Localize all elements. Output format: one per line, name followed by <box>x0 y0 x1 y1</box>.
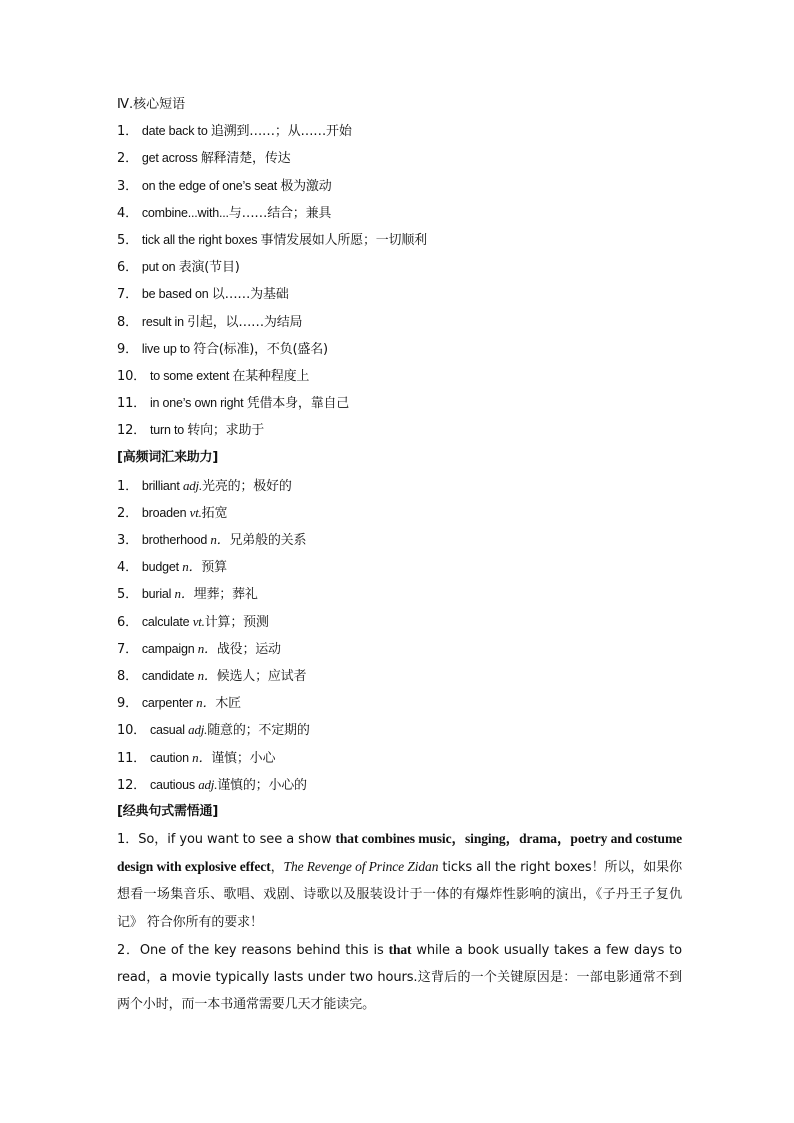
vocab-meaning: 光亮的；极好的 <box>202 478 292 494</box>
list-item <box>117 390 682 417</box>
item-number: 1． <box>117 478 138 494</box>
phrase-term: on the edge of one’s seat <box>141 178 281 193</box>
phrase-meaning: 在某种程度上 <box>232 368 310 384</box>
phrase-term: in one’s own right <box>149 396 247 411</box>
vocab-meaning: 谨慎；小心 <box>211 750 276 766</box>
list-item <box>117 363 682 390</box>
item-number: 10． <box>117 368 146 384</box>
vocab-list <box>117 472 682 798</box>
list-item <box>117 499 682 526</box>
list-item <box>117 744 682 771</box>
vocab-meaning: 木匠 <box>215 696 241 712</box>
list-item <box>117 580 682 607</box>
vocab-meaning: 拓宽 <box>201 505 228 521</box>
phrase-meaning: 与……结合；兼具 <box>228 205 332 221</box>
sentence-text: ， <box>270 860 284 876</box>
list-item <box>117 689 682 716</box>
part-of-speech: vt. <box>189 504 202 520</box>
part-of-speech: n． <box>196 695 216 711</box>
sentence-text: ticks all the right boxes！所以，如果你想看一场集音乐、歌唱、戏剧、诗歌以及服装设计于一体的有爆炸性影响的演出，《子丹王子复仇记》 符合你所有的要求！ <box>117 860 682 930</box>
item-number: 12． <box>117 777 146 793</box>
item-number: 4． <box>117 560 138 576</box>
item-number: 2． <box>117 505 138 521</box>
section-title-vocab: [高频词汇来助力] <box>117 450 219 466</box>
vocab-word: brilliant <box>141 478 183 493</box>
vocab-meaning: 战役；运动 <box>216 641 281 657</box>
list-item <box>117 336 682 363</box>
vocab-meaning: 预算 <box>201 560 227 576</box>
sentence-text: So，if you want to see a show <box>138 832 336 848</box>
item-number: 2． <box>117 942 140 958</box>
item-number: 3． <box>117 178 138 194</box>
phrase-term: combine...with... <box>141 205 229 220</box>
list-item <box>117 608 682 635</box>
item-number: 9． <box>117 341 138 357</box>
section-title-sentences: [经典句式需悟通] <box>117 803 219 819</box>
part-of-speech: n． <box>197 640 217 656</box>
item-number: 1． <box>117 832 139 848</box>
vocab-word: brotherhood <box>141 533 211 547</box>
phrase-meaning: 引起，以……为结局 <box>187 314 303 330</box>
list-item <box>117 309 682 336</box>
item-number: 5． <box>117 587 138 603</box>
list-item <box>117 173 682 200</box>
part-of-speech: n． <box>197 667 217 683</box>
section-title-core-phrases: Ⅳ.核心短语 <box>117 97 186 112</box>
vocab-word: calculate <box>141 614 193 629</box>
vocab-word: casual <box>149 723 189 738</box>
list-item <box>117 553 682 580</box>
list-item <box>117 526 682 553</box>
item-number: 12． <box>117 423 146 439</box>
vocab-meaning: 候选人；应试者 <box>216 668 307 684</box>
vocab-word: candidate <box>141 668 198 683</box>
phrase-term: date back to <box>141 124 211 139</box>
item-number: 8． <box>117 314 138 330</box>
phrase-meaning: 符合(标准)，不负(盛名) <box>193 341 328 357</box>
item-number: 3． <box>117 533 138 548</box>
vocab-meaning: 兄弟般的关系 <box>229 533 307 548</box>
list-item <box>117 118 682 145</box>
vocab-word: budget <box>141 560 183 575</box>
part-of-speech: n． <box>210 532 230 547</box>
vocab-word: broaden <box>141 505 190 520</box>
phrase-meaning: 凭借本身，靠自己 <box>246 396 350 412</box>
list-item <box>117 145 682 172</box>
list-item <box>117 254 682 281</box>
list-item <box>117 771 682 798</box>
vocab-meaning: 埋葬；葬礼 <box>193 587 258 603</box>
item-number: 9． <box>117 696 138 712</box>
phrase-meaning: 转向；求助于 <box>187 423 265 439</box>
list-item <box>117 635 682 662</box>
item-number: 11． <box>117 396 146 412</box>
list-item <box>117 200 682 227</box>
sentence-text: while a book usually takes a few days to read，a movie typically lasts under two hours.这背后的一个关键原因是：一部电影通常不到两个小时，而一本书通常需要几天才能读完。 <box>117 942 683 1013</box>
item-number: 6． <box>117 260 138 276</box>
phrase-term: put on <box>141 260 179 275</box>
vocab-word: carpenter <box>141 696 197 711</box>
sentence-highlight: that <box>388 941 412 957</box>
item-number: 5． <box>117 232 138 248</box>
item-number: 4． <box>117 205 138 221</box>
phrase-meaning: 解释清楚，传达 <box>200 151 291 167</box>
list-item <box>117 662 682 689</box>
item-number: 7． <box>117 287 138 303</box>
phrase-term: live up to <box>141 341 194 356</box>
vocab-word: caution <box>149 750 193 765</box>
item-number: 10． <box>117 723 146 739</box>
vocab-meaning: 计算；预测 <box>204 614 269 630</box>
phrase-term: be based on <box>141 287 212 302</box>
phrase-term: tick all the right boxes <box>141 232 261 247</box>
item-number: 1． <box>117 124 138 140</box>
phrase-term: get across <box>141 151 201 166</box>
item-number: 11． <box>117 750 146 766</box>
phrase-meaning: 以……为基础 <box>211 287 289 303</box>
phrase-term: turn to <box>149 423 188 438</box>
sentence-example-1 <box>117 825 682 936</box>
phrase-term: to some extent <box>149 368 233 383</box>
list-item <box>117 417 682 444</box>
sentence-example-2 <box>117 936 682 1019</box>
sentence-highlight: that combines music，singing，drama，poetry and costume design with explosive effect <box>117 831 682 875</box>
list-item <box>117 472 682 499</box>
part-of-speech: adj. <box>188 722 208 738</box>
part-of-speech: n． <box>182 559 202 575</box>
phrase-meaning: 事情发展如人所愿；一切顺利 <box>260 232 427 248</box>
phrase-meaning: 极为激动 <box>280 178 332 194</box>
list-item <box>117 716 682 743</box>
item-number: 7． <box>117 641 138 657</box>
item-number: 6． <box>117 614 138 630</box>
vocab-word: campaign <box>141 641 198 656</box>
part-of-speech: n． <box>174 586 194 602</box>
list-item <box>117 227 682 254</box>
item-number: 2． <box>117 151 138 167</box>
list-item <box>117 281 682 308</box>
phrase-meaning: 追溯到……；从……开始 <box>210 124 352 140</box>
vocab-word: cautious <box>149 777 199 792</box>
vocab-word: burial <box>141 587 175 602</box>
part-of-speech: adj. <box>198 776 218 792</box>
phrase-meaning: 表演(节目) <box>178 260 240 276</box>
part-of-speech: adj. <box>182 477 203 493</box>
vocab-meaning: 谨慎的；小心的 <box>217 777 307 793</box>
sentence-title-italic: The Revenge of Prince Zidan <box>283 859 439 875</box>
vocab-meaning: 随意的；不定期的 <box>207 723 310 739</box>
part-of-speech: vt. <box>192 613 205 629</box>
sentence-text: One of the key reasons behind this is <box>139 942 389 958</box>
item-number: 8． <box>117 668 138 684</box>
phrase-term: result in <box>141 314 188 329</box>
document-page <box>117 91 682 1018</box>
part-of-speech: n． <box>192 749 212 765</box>
core-phrases-list <box>117 118 682 444</box>
